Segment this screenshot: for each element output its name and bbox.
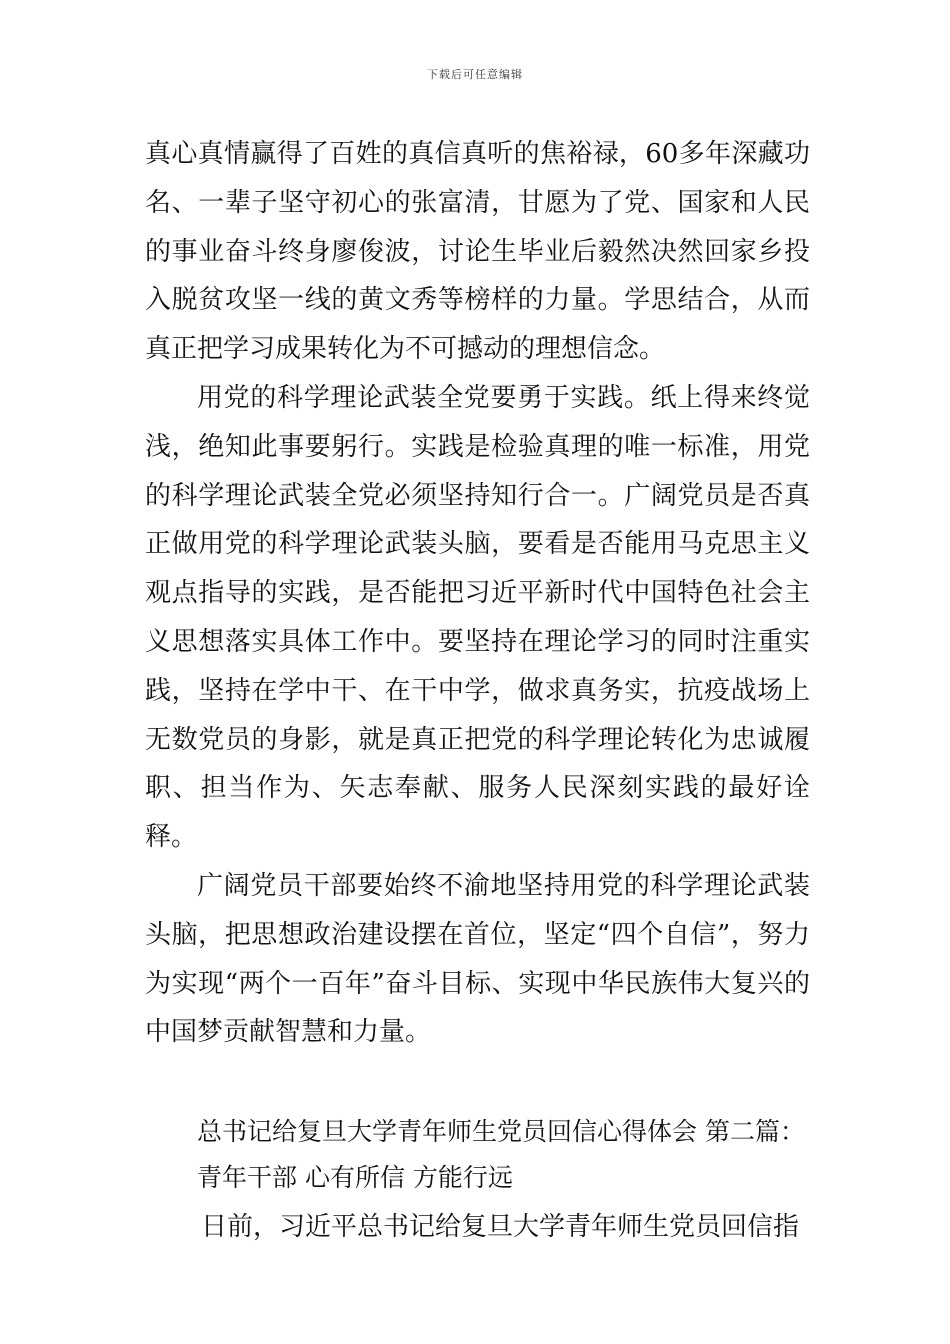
section-lead-paragraph: 日前，习近平总书记给复旦大学青年师生党员回信指 [201, 1212, 800, 1243]
section-title-line-2: 青年干部 心有所信 方能行远 [197, 1163, 513, 1193]
paragraph-conclusion: 广阔党员干部要始终不渝地坚持用党的科学理论武装头脑，把思想政治建设摆在首位，坚定“四个自信”，努力为实现“两个一百年”奋斗目标、实现中华民族伟大复兴的中国梦贡献智慧和力量。 [145, 870, 810, 1048]
paragraph-continuation: 真心真情赢得了百姓的真信真听的焦裕禄，60多年深藏功名、一辈子坚守初心的张富清，甘愿为了党、国家和人民的事业奋斗终身廖俊波，讨论生毕业后毅然决然回家乡投入脱贫攻坚一线的黄文秀等榜样的力量。学思结合，从而真正把学习成果转化为不可撼动的理想信念。 [145, 139, 810, 365]
paragraph-practice: 用党的科学理论武装全党要勇于实践。纸上得来终觉浅，绝知此事要躬行。实践是检验真理的唯一标准，用党的科学理论武装全党必须坚持知行合一。广阔党员是否真正做用党的科学理论武装头脑，要看是否能用马克思主义观点指导的实践，是否能把习近平新时代中国特色社会主义思想落实具体工作中。要坚持在理论学习的同时注重实践，坚持在学中干、在干中学，做求真务实，抗疫战场上无数党员的身影，就是真正把党的科学理论转化为忠诚履职、担当作为、矢志奉献、服务人民深刻实践的最好诠释。 [145, 382, 810, 853]
document-body [145, 130, 810, 1251]
page-header-note: 下载后可任意编辑 [427, 68, 523, 81]
section-gap [145, 1057, 810, 1109]
section-title-line-1: 总书记给复旦大学青年师生党员回信心得体会 第二篇： [197, 1117, 805, 1147]
